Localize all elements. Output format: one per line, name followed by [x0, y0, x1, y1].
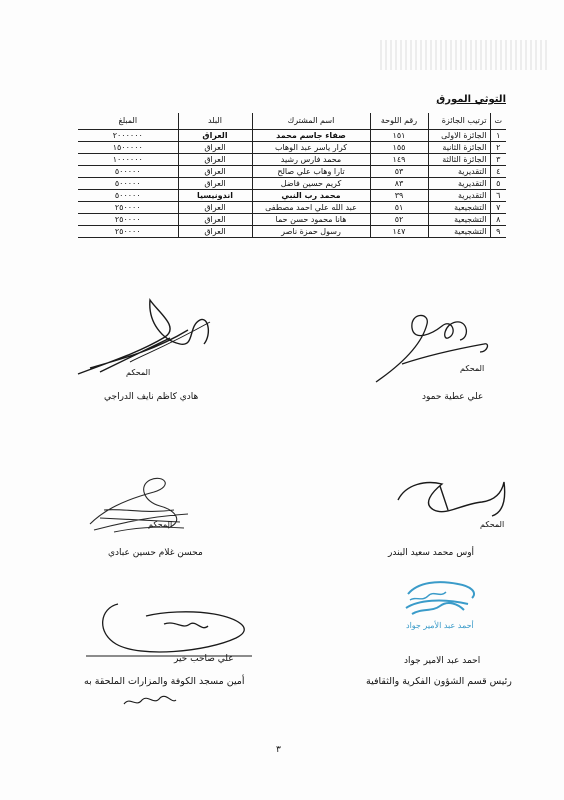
cell-amount: ١٥٠٠٠٠٠ — [78, 141, 178, 153]
header-name: اسم المشترك — [252, 113, 370, 129]
table-row — [78, 153, 506, 165]
results-table — [78, 113, 506, 238]
cell-number: ٨٣ — [370, 177, 428, 189]
cell-amount: ٥٠٠٠٠٠ — [78, 177, 178, 189]
cell-amount: ٢٥٠٠٠٠ — [78, 201, 178, 213]
table-row — [78, 201, 506, 213]
cell-name: محمد فارس رشيد — [252, 153, 370, 165]
judge-4-name: أوس محمد سعيد البندر — [388, 548, 475, 558]
cell-rank: التقديرية — [428, 177, 490, 189]
table-row — [78, 213, 506, 225]
cell-idx: ٣ — [490, 153, 506, 165]
cell-amount: ١٠٠٠٠٠٠ — [78, 153, 178, 165]
cell-idx: ٤ — [490, 165, 506, 177]
cell-number: ٥١ — [370, 201, 428, 213]
cell-idx: ٩ — [490, 225, 506, 237]
judge-2-role: المحكم — [460, 364, 485, 373]
cell-rank: التقديرية — [428, 189, 490, 201]
cell-name: هانا محمود حسن حما — [252, 213, 370, 225]
table-header-row — [78, 113, 506, 129]
cell-name: رسول حمزة ناصر — [252, 225, 370, 237]
cell-rank: الجائزة الثالثة — [428, 153, 490, 165]
cell-rank: الجائزة الثانية — [428, 141, 490, 153]
table-body — [78, 129, 506, 237]
cell-name: كرار ياسر عبد الوهاب — [252, 141, 370, 153]
cell-number: ٣٩ — [370, 189, 428, 201]
page-number: ٣ — [276, 745, 281, 755]
director-title: رئيس قسم الشؤون الفكرية والثقافية — [366, 676, 512, 687]
cell-rank: التشجيعية — [428, 213, 490, 225]
header-number: رقم اللوحة — [370, 113, 428, 129]
cell-name: صفاء جاسم محمد — [252, 129, 370, 141]
cell-amount: ٥٠٠٠٠٠ — [78, 165, 178, 177]
stamp-text: أحمد عبد الأمير جواد — [406, 621, 474, 630]
cell-rank: التشجيعية — [428, 225, 490, 237]
cell-idx: ٢ — [490, 141, 506, 153]
cell-idx: ٥ — [490, 177, 506, 189]
judge-1-role: المحكم — [126, 368, 151, 377]
header-idx: ت — [490, 113, 506, 129]
cell-country: اندونيسيا — [178, 189, 252, 201]
secretary-mark-icon — [120, 690, 180, 712]
cell-idx: ٨ — [490, 213, 506, 225]
judge-4-role: المحكم — [480, 520, 505, 529]
cell-amount: ٢٥٠٠٠٠ — [78, 213, 178, 225]
cell-number: ١٥١ — [370, 129, 428, 141]
cell-country: العراق — [178, 225, 252, 237]
judge-3-role: المحكم — [148, 520, 173, 529]
scan-noise — [380, 40, 550, 70]
header-amount: المبلغ — [78, 113, 178, 129]
cell-idx: ٦ — [490, 189, 506, 201]
cell-country: العراق — [178, 213, 252, 225]
cell-country: العراق — [178, 153, 252, 165]
cell-country: العراق — [178, 141, 252, 153]
table-row — [78, 129, 506, 141]
cell-country: العراق — [178, 201, 252, 213]
cell-name: كريم حسين فاضل — [252, 177, 370, 189]
judge-1-name: هادي كاظم نايف الدراجي — [104, 392, 199, 402]
cell-number: ١٥٥ — [370, 141, 428, 153]
cell-country: العراق — [178, 177, 252, 189]
cell-idx: ٧ — [490, 201, 506, 213]
cell-rank: التشجيعية — [428, 201, 490, 213]
signature-judge-3-icon — [84, 470, 194, 544]
cell-name: تارا وهاب علي صالح — [252, 165, 370, 177]
cell-idx: ١ — [490, 129, 506, 141]
table-row — [78, 177, 506, 189]
table-row — [78, 141, 506, 153]
section-heading: التوثي المورق — [436, 94, 506, 105]
table-row — [78, 165, 506, 177]
director-name: احمد عبد الامير جواد — [404, 656, 481, 666]
stamp-icon — [398, 574, 486, 632]
judge-2-name: علي عطية حمود — [422, 392, 484, 402]
cell-name: عبد الله علي احمد مصطفى — [252, 201, 370, 213]
header-country: البلد — [178, 113, 252, 129]
secretary-title: أمين مسجد الكوفة والمزارات الملحقة به — [84, 676, 245, 687]
cell-rank: الجائزة الاولى — [428, 129, 490, 141]
table-row — [78, 225, 506, 237]
cell-amount: ٥٠٠٠٠٠ — [78, 189, 178, 201]
judge-3-name: محسن غلام حسين عبادي — [108, 548, 203, 558]
cell-rank: التقديرية — [428, 165, 490, 177]
signature-judge-2-icon — [372, 304, 502, 388]
secretary-name: علي صاحب خير — [174, 654, 234, 664]
cell-number: ١٤٧ — [370, 225, 428, 237]
cell-number: ١٤٩ — [370, 153, 428, 165]
cell-country: العراق — [178, 129, 252, 141]
cell-number: ٥٣ — [370, 165, 428, 177]
cell-country: العراق — [178, 165, 252, 177]
table-row — [78, 189, 506, 201]
header-rank: ترتيب الجائزة — [428, 113, 490, 129]
cell-amount: ٢٥٠٠٠٠ — [78, 225, 178, 237]
cell-number: ٥٢ — [370, 213, 428, 225]
cell-name: محمد رب النبي — [252, 189, 370, 201]
cell-amount: ٢٠٠٠٠٠٠ — [78, 129, 178, 141]
